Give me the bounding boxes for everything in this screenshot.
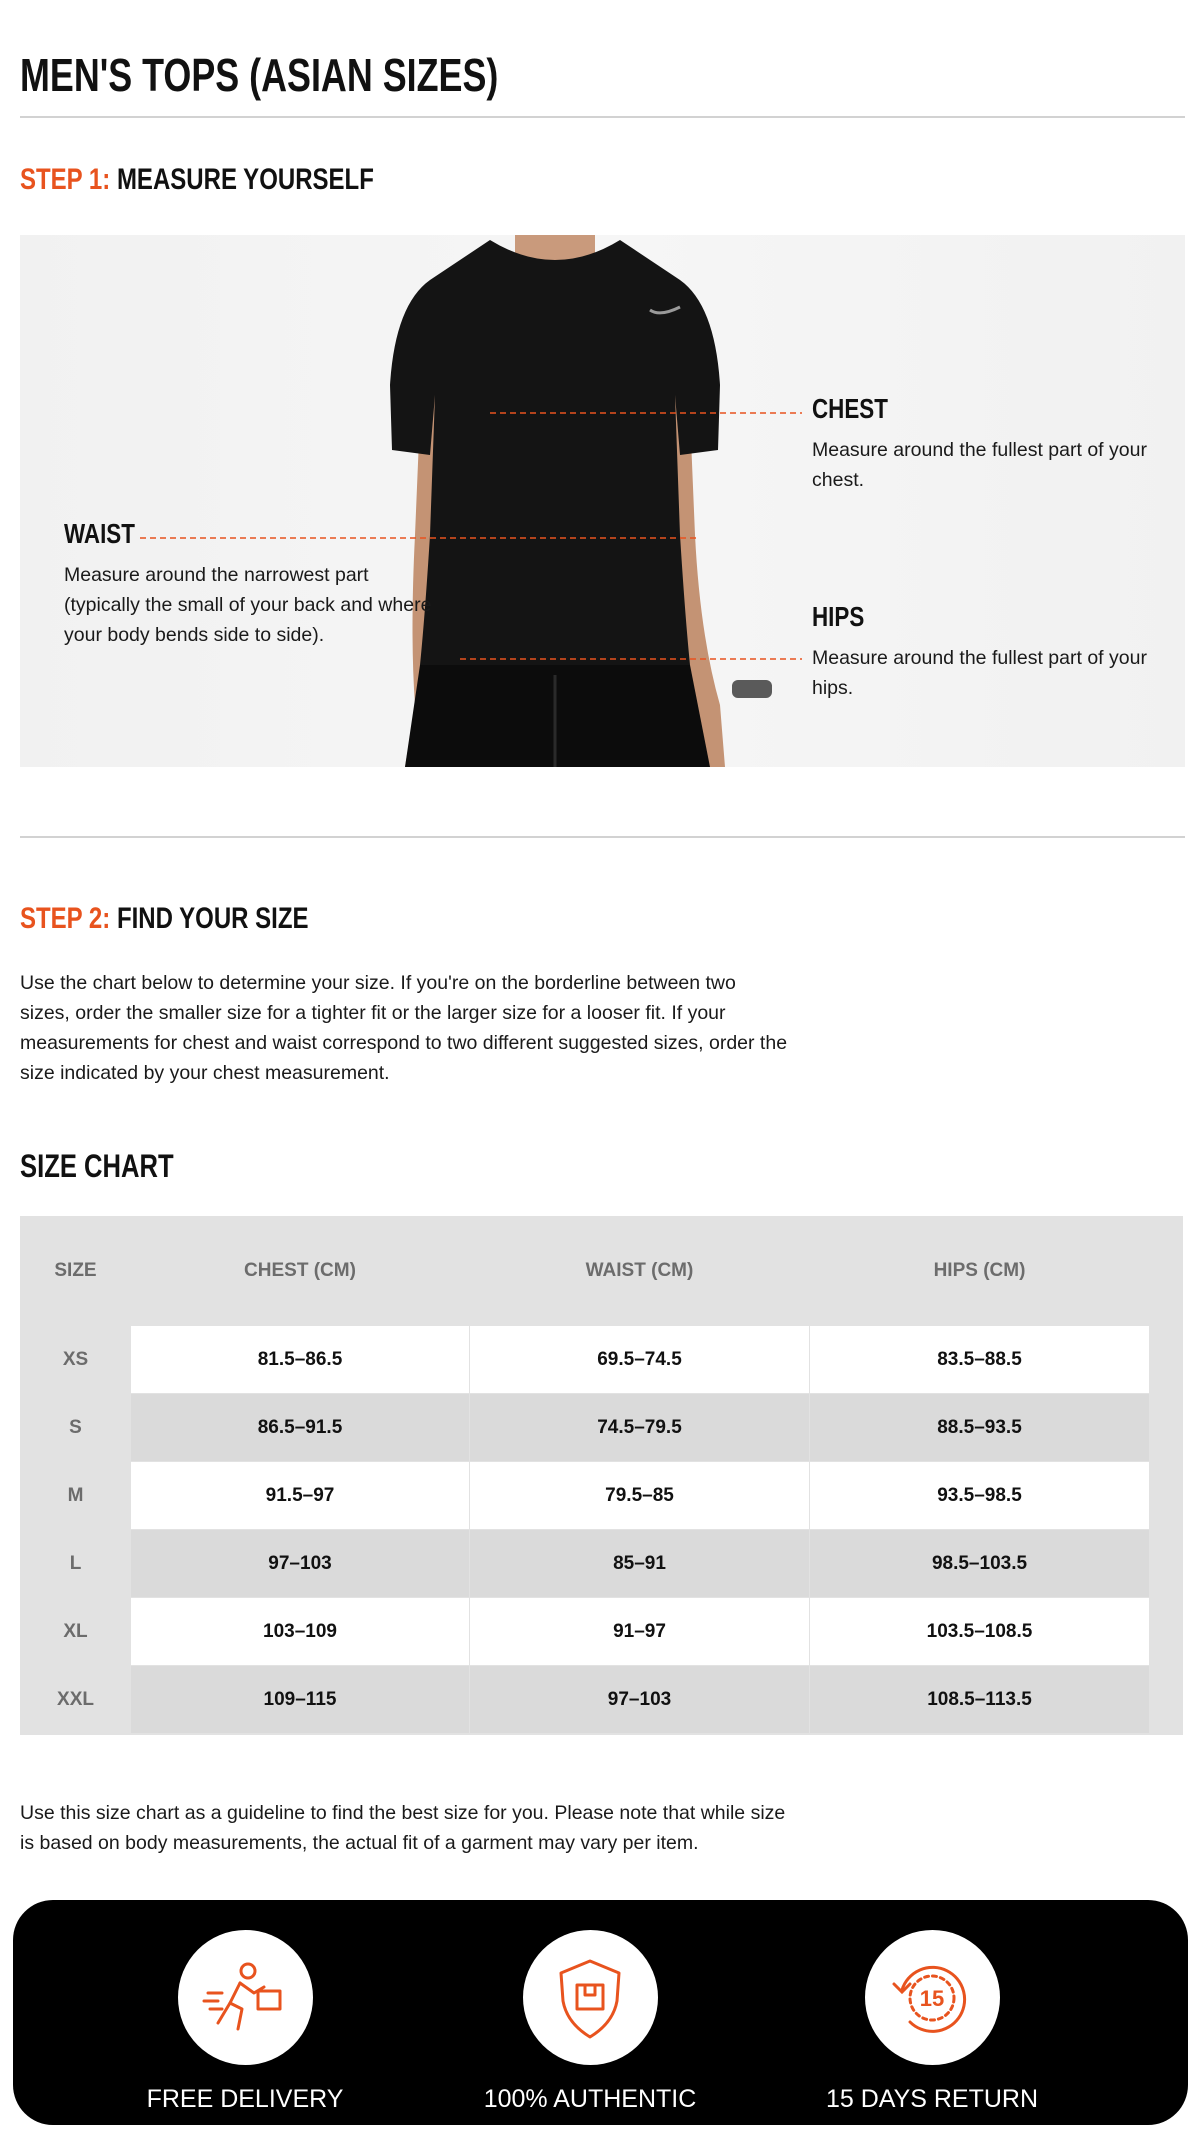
delivery-courier-icon [178,1930,313,2065]
step1-heading [20,163,374,197]
row-size-label: XXL [57,1689,94,1710]
step-divider [20,836,1185,838]
feature-15-days-return [782,1930,1082,2114]
step2-label: FIND YOUR SIZE [116,902,309,935]
row-size-label: XS [62,1349,89,1370]
table-cell-waist: 91–97 [470,1598,809,1665]
page-title: MEN'S TOPS (ASIAN SIZES) [20,49,499,101]
size-guideline-note: Use this size chart as a guideline to find the best size for you. Please note that while size is based on body measurements, the actual fit of a garment may vary per item. [20,1802,786,1854]
return-15-days-icon [865,1930,1000,2065]
hips-title: HIPS [812,601,865,632]
header-chest: CHEST (CM) [244,1260,356,1281]
header-waist: WAIST (CM) [585,1260,694,1281]
row-size-label: XL [63,1621,88,1642]
table-cell-hips: 98.5–103.5 [810,1530,1149,1597]
feature-label: 100% AUTHENTIC [483,2085,697,2113]
table-cell-chest: 97–103 [131,1530,469,1597]
table-cell-chest: 109–115 [131,1666,469,1733]
feature-label: FREE DELIVERY [146,2085,344,2113]
table-cell-hips: 93.5–98.5 [810,1462,1149,1529]
chest-callout [812,393,1152,495]
table-cell-hips: 83.5–88.5 [810,1326,1149,1393]
header-hips: HIPS (CM) [933,1260,1026,1281]
feature-free-delivery [95,1930,395,2114]
waist-title: WAIST [64,518,135,549]
row-size-label: S [69,1417,82,1438]
step2-number: STEP 2: [20,902,111,935]
step1-number: STEP 1: [20,163,111,196]
table-cell-waist: 79.5–85 [470,1462,809,1529]
hips-text: Measure around the fullest part of your hips. [812,647,1147,699]
table-cell-chest: 81.5–86.5 [131,1326,469,1393]
table-cell-waist: 97–103 [470,1666,809,1733]
step2-heading [20,902,309,936]
chest-title: CHEST [812,393,888,424]
feature-authentic [440,1930,740,2114]
feature-label: 15 DAYS RETURN [825,2085,1039,2113]
chest-text: Measure around the fullest part of your chest. [812,439,1147,491]
table-cell-waist: 69.5–74.5 [470,1326,809,1393]
title-divider [20,116,1185,118]
authentic-shield-icon [523,1930,658,2065]
size-chart-title: SIZE CHART [20,1148,174,1184]
step1-label: MEASURE YOURSELF [116,163,374,196]
row-size-label: L [69,1553,82,1574]
table-cell-waist: 85–91 [470,1530,809,1597]
step2-instructions: Use the chart below to determine your size. If you're on the borderline between two sizes, order the smaller size for a tighter fit or the larger size for a looser fit. If your measurements for chest and waist correspond to two different suggested sizes, order the size indicated by your chest measurement. [20,972,788,1084]
table-cell-waist: 74.5–79.5 [470,1394,809,1461]
table-cell-hips: 108.5–113.5 [810,1666,1149,1733]
table-cell-chest: 91.5–97 [131,1462,469,1529]
waist-text: Measure around the narrowest part (typically the small of your back and where your body bends side to side). [64,564,432,646]
table-cell-chest: 86.5–91.5 [131,1394,469,1461]
hips-callout [812,601,1152,703]
header-size: SIZE [54,1260,97,1281]
waist-callout [64,518,434,650]
table-cell-chest: 103–109 [131,1598,469,1665]
table-cell-hips: 103.5–108.5 [810,1598,1149,1665]
return-badge-number: 15 [919,1985,945,2011]
table-cell-hips: 88.5–93.5 [810,1394,1149,1461]
measurement-figure [20,235,1185,767]
row-size-label: M [67,1485,84,1506]
